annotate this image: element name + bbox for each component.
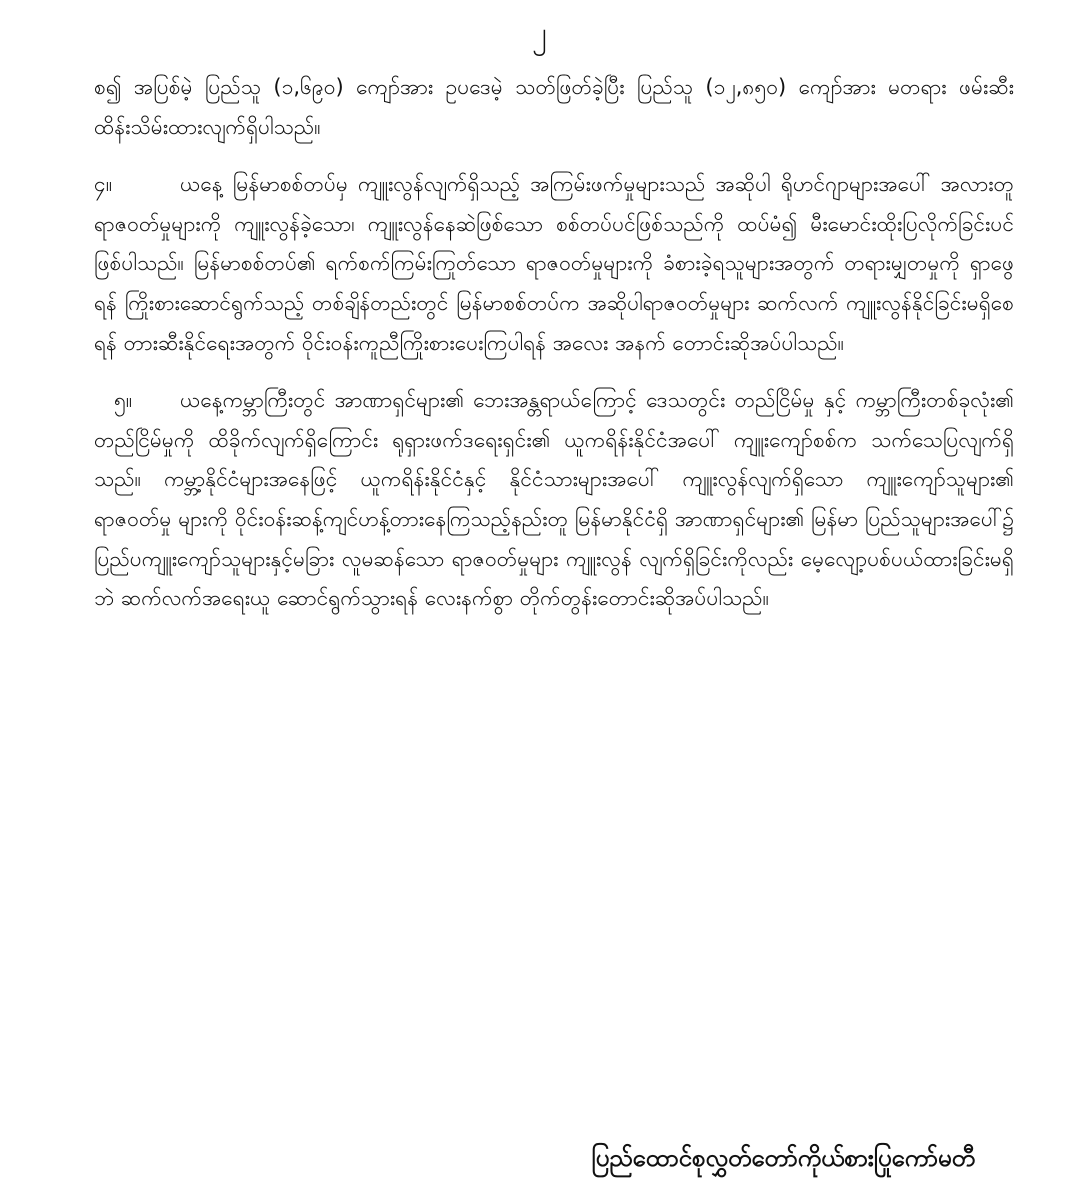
- paragraph-continuation: စ၍ အပြစ်မဲ့ ပြည်သူ (၁,၆၉၀) ကျော်အား ဥပဒေမဲ့ သတ်ဖြတ်ခဲ့ပြီး ပြည်သူ (၁၂,၈၅၀) ကျော်အား မတရား ဖမ်းဆီးထိန်းသိမ်းထားလျက်ရှိပါသည်။: [94, 75, 1014, 139]
- paragraph-4-text: ယနေ့ မြန်မာစစ်တပ်မှ ကျူးလွန်လျက်ရှိသည့် အကြမ်းဖက်မှုများသည် အဆိုပါ ရိုဟင်ဂျာများအပေါ် အလားတူရာဇဝတ်မှုများကို ကျူးလွန်ခဲ့သော၊ ကျူးလွန်နေဆဲဖြစ်သော စစ်တပ်ပင်ဖြစ်သည်ကို ထပ်မံ၍ မီးမောင်းထိုးပြလိုက်ခြင်းပင် ဖြစ်ပါသည်။ မြန်မာစစ်တပ်၏ ရက်စက်ကြမ်းကြုတ်သော ရာဇဝတ်မှုများကို ခံစားခဲ့ရသူများအတွက် တရားမျှတမှုကို ရှာဖွေရန် ကြိုးစားဆောင်ရွက်သည့် တစ်ချိန်တည်းတွင် မြန်မာစစ်တပ်က အဆိုပါရာဇဝတ်မှုများ ဆက်လက် ကျူးလွန်နိုင်ခြင်းမရှိစေရန် တားဆီးနိုင်ရေးအတွက် ဝိုင်းဝန်းကူညီကြိုးစားပေးကြပါရန် အလေး အနက် တောင်းဆိုအပ်ပါသည်။: [94, 172, 1014, 355]
- paragraph-5-text: ယနေ့ကမ္ဘာကြီးတွင် အာဏာရှင်များ၏ ဘေးအန္တရာယ်ကြောင့် ဒေသတွင်း တည်ငြိမ်မှု နှင့် ကမ္ဘာကြီးတစ်ခုလုံး၏ တည်ငြိမ်မှုကို ထိခိုက်လျက်ရှိကြောင်း ရုရှားဖက်ဒရေးရှင်း၏ ယူကရိန်းနိုင်ငံအပေါ် ကျူးကျော်စစ်က သက်သေပြလျက်ရှိသည်။ ကမ္ဘာ့နိုင်ငံများအနေဖြင့် ယူကရိန်းနိုင်ငံနှင့် နိုင်ငံသားများအပေါ် ကျူးလွန်လျက်ရှိသော ကျူးကျော်သူများ၏ ရာဇဝတ်မှု များကို ဝိုင်းဝန်းဆန့်ကျင်ဟန့်တားနေကြသည့်နည်းတူ မြန်မာနိုင်ငံရှိ အာဏာရှင်များ၏ မြန်မာ ပြည်သူများအပေါ်၌ ပြည်ပကျူးကျော်သူများနှင့်မခြား လူမဆန်သော ရာဇဝတ်မှုများ ကျူးလွန် လျက်ရှိခြင်းကိုလည်း မေ့လျော့ပစ်ပယ်ထားခြင်းမရှိဘဲ ဆက်လက်အရေးယူ ဆောင်ရွက်သွားရန် လေးနက်စွာ တိုက်တွန်းတောင်းဆိုအပ်ပါသည်။: [94, 388, 1014, 611]
- paragraph-4: [94, 165, 1014, 363]
- page-number: ၂: [532, 16, 547, 51]
- document-body: [94, 68, 1014, 619]
- committee-signature: ပြည်ထောင်စုလွှတ်တော်ကိုယ်စားပြုကော်မတီ: [591, 1144, 975, 1172]
- paragraph-4-number: ၄။: [94, 172, 113, 197]
- paragraph-5-number: ၅။: [114, 388, 133, 413]
- paragraph-5: [94, 381, 1014, 619]
